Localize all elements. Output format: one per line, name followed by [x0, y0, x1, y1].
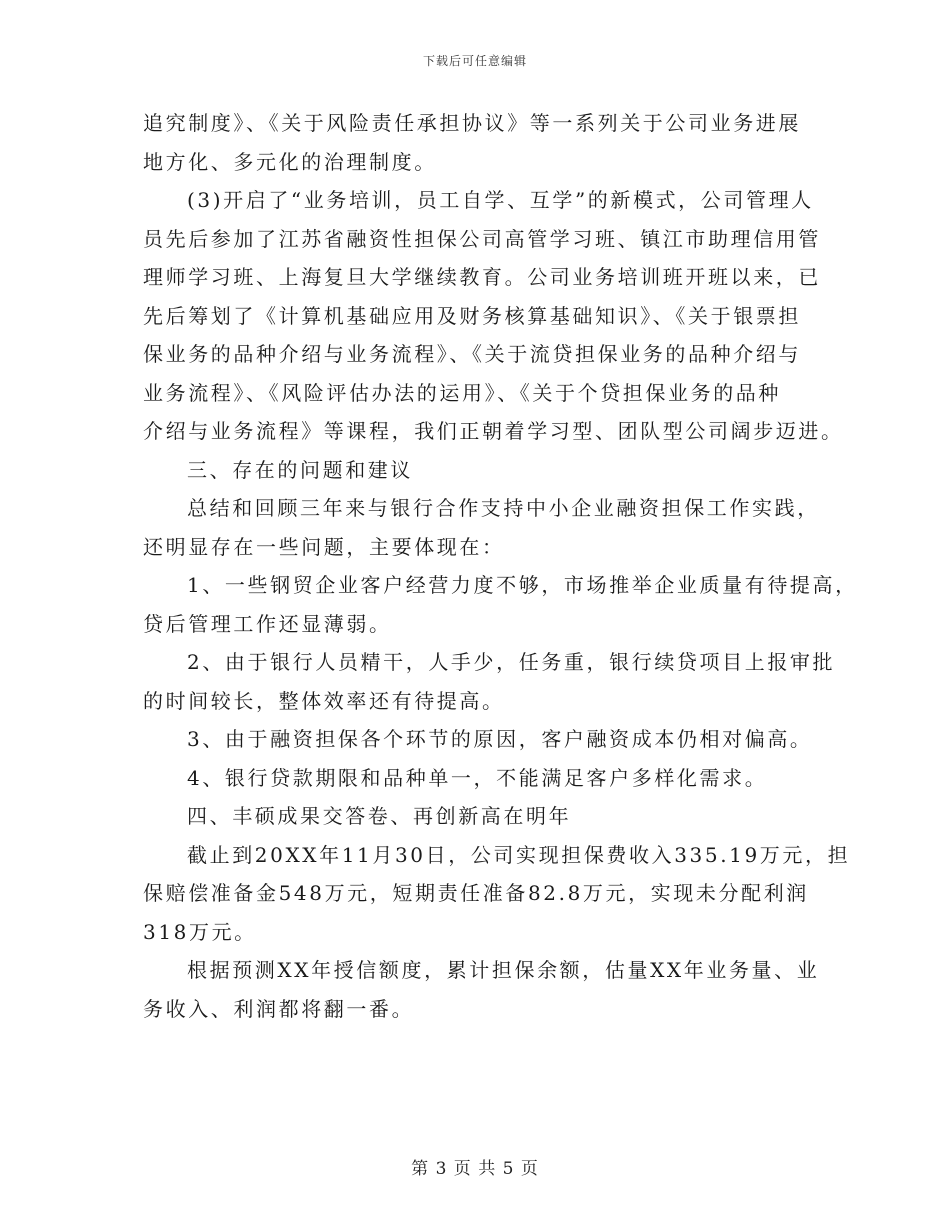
text-line: 318万元。: [143, 919, 257, 944]
text-line: 追究制度》、《关于风险责任承担协议》等一系列关于公司业务进展: [143, 111, 801, 135]
text-line: 还明显存在一些问题，主要体现在：: [143, 534, 505, 559]
text-line: 保业务的品种介绍与业务流程》、《关于流贷担保业务的品种介绍与: [143, 342, 801, 366]
page-footer: 第 3 页 共 5 页: [411, 1159, 539, 1179]
paragraph-start: (3)开启了“业务培训，员工自学、互学”的新模式，公司管理人: [187, 188, 814, 212]
text-line: 务收入、利润都将翻一番。: [143, 996, 415, 1021]
paragraph-start: 总结和回顾三年来与银行合作支持中小企业融资担保工作实践，: [187, 496, 820, 520]
section-heading: 三、存在的问题和建议: [187, 457, 413, 482]
list-item-3: 3、由于融资担保各个环节的原因，客户融资成本仍相对偏高。: [187, 727, 813, 751]
text-line: 保赔偿准备金548万元，短期责任准备82.8万元，实现未分配利润: [143, 881, 809, 905]
text-line: 的时间较长，整体效率还有待提高。: [143, 688, 505, 713]
text-line: 业务流程》、《风险评估办法的运用》、《关于个贷担保业务的品种: [143, 380, 781, 405]
text-line: 理师学习班、上海复旦大学继续教育。公司业务培训班开班以来，已: [143, 265, 821, 289]
text-line: 地方化、多元化的治理制度。: [143, 149, 437, 174]
paragraph-start: 根据预测XX年授信额度，累计担保余额，估量XX年业务量、业: [187, 958, 820, 982]
text-line: 员先后参加了江苏省融资性担保公司高管学习班、镇江市助理信用管: [143, 226, 821, 251]
paragraph-start: 截止到20XX年11月30日，公司实现担保费收入335.19万元，担: [187, 842, 851, 867]
section-heading: 四、丰硕成果交答卷、再创新高在明年: [187, 804, 572, 828]
list-item-4: 4、银行贷款期限和品种单一，不能满足客户多样化需求。: [187, 765, 768, 790]
list-item-2: 2、由于银行人员精干，人手少，任务重，银行续贷项目上报审批: [187, 650, 836, 674]
text-line: 贷后管理工作还显薄弱。: [143, 611, 392, 636]
list-item-1: 1、一些钢贸企业客户经营力度不够，市场推举企业质量有待提高，: [187, 573, 858, 597]
text-line: 先后筹划了《计算机基础应用及财务核算基础知识》、《关于银票担: [143, 303, 801, 328]
document-body: [143, 104, 858, 1028]
page-header: 下载后可任意编辑: [422, 54, 527, 68]
text-line: 介绍与业务流程》等课程，我们正朝着学习型、团队型公司阔步迈进。: [143, 419, 844, 443]
